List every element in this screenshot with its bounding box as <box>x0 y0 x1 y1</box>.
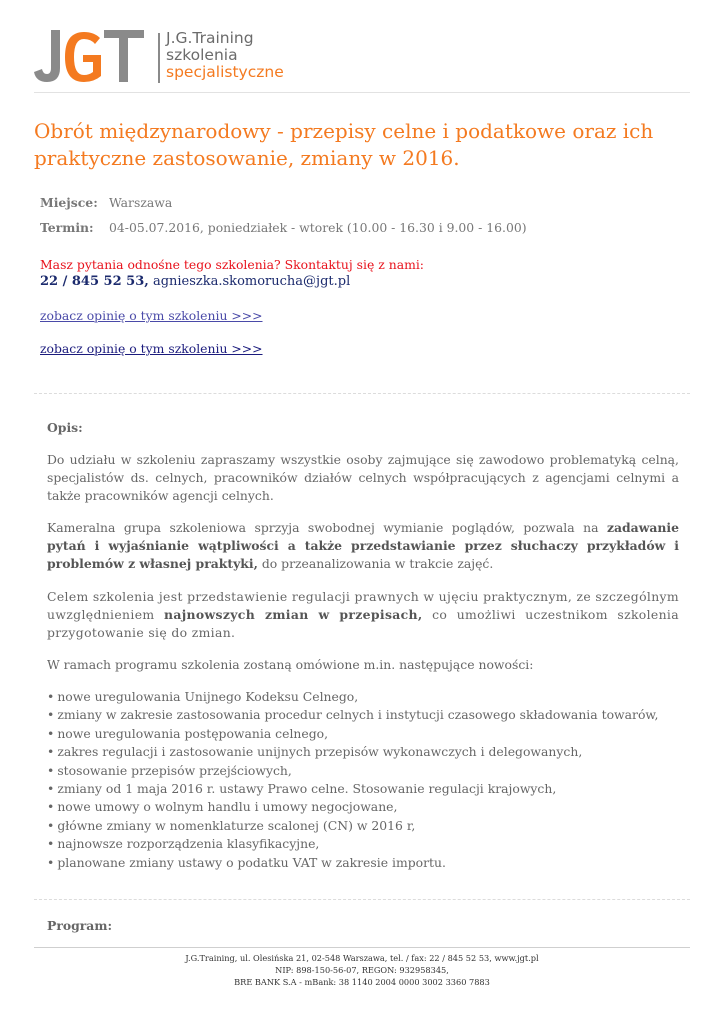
jgt-logo <box>34 28 144 84</box>
logo-letter-g <box>65 32 101 82</box>
training-title: Obrót międzynarodowy - przepisy celne i podatkowe oraz ich praktyczne zastosowanie, zmiany w 2016. <box>34 119 654 170</box>
list-item: • nowe uregulowania postępowania celnego, <box>47 725 687 743</box>
page-footer <box>34 952 690 988</box>
place-label: Miejsce: <box>40 195 98 210</box>
footer-registry: NIP: 898-150-56-07, REGON: 932958345, <box>275 965 449 975</box>
footer-divider <box>34 947 690 948</box>
contact-question: Masz pytania odnośne tego szkolenia? Skontaktuj się z nami: <box>40 257 424 272</box>
list-item: • główne zmiany w nomenklaturze scalonej (CN) w 2016 r, <box>47 817 687 835</box>
place-value: Warszawa <box>109 195 173 210</box>
footer-address: J.G.Training, ul. Olesińska 21, 02-548 Warszawa, tel. / fax: 22 / 845 52 53, www.jgt.pl <box>185 953 539 963</box>
contact-email[interactable]: agnieszka.skomorucha@jgt.pl <box>152 274 351 289</box>
p3-end: co umożliwi uczestnikom szkolenia przygotowanie się do zmian. <box>47 607 679 640</box>
description-paragraph-1: Do udziału w szkoleniu zapraszamy wszystkie osoby zajmujące się zawodowo problematyką celną, specjalistów ds. celnych, pracowników działów celnych współpracujących z agencjami celnymi a także pracowników agencji celnych. <box>47 452 679 503</box>
term-label: Termin: <box>40 220 94 235</box>
list-item: • planowane zmiany ustawy o podatku VAT w zakresie importu. <box>47 854 687 872</box>
description-paragraph-4: W ramach programu szkolenia zostaną omówione m.in. następujące nowości: <box>47 657 534 672</box>
list-item: • zakres regulacji i zastosowanie unijnych przepisów wykonawczych i delegowanych, <box>47 743 687 761</box>
section-divider-program <box>34 899 690 900</box>
opinion-link-2[interactable]: zobacz opinię o tym szkoleniu >>> <box>40 341 263 356</box>
p3-start: Celem szkolenia jest przedstawienie regulacji prawnych w ujęciu praktycznym, ze szczególnym uwzględnieniem <box>47 589 679 622</box>
p3-bold: najnowszych zmian w przepisach, <box>163 607 423 622</box>
p2-start: Kameralna grupa szkoleniowa sprzyja swobodnej wymianie poglądów, pozwala na <box>47 520 607 535</box>
p2-end: do przeanalizowania w trakcie zajęć. <box>257 556 494 571</box>
description-heading: Opis: <box>47 420 83 435</box>
meta-term <box>40 220 527 236</box>
section-divider-top <box>34 393 690 394</box>
list-item: • nowe uregulowania Unijnego Kodeksu Celnego, <box>47 688 687 706</box>
page-header <box>34 28 690 92</box>
header-divider <box>34 92 690 93</box>
logo-letter-j <box>34 30 60 82</box>
meta-place <box>40 195 172 211</box>
logo-letter-t <box>104 30 144 82</box>
list-item: • stosowanie przepisów przejściowych, <box>47 762 687 780</box>
list-item: • zmiany w zakresie zastosowania procedur celnych i instytucji czasowego składowania towarów, <box>47 706 687 724</box>
logo-line-szkolenia: szkolenia <box>166 46 238 64</box>
p2-bold: zadawanie pytań i wyjaśnianie wątpliwości a także przedstawianie przez słuchaczy przykładów i problemów z własnej praktyki, <box>47 520 679 571</box>
list-item: • najnowsze rozporządzenia klasyfikacyjne, <box>47 835 687 853</box>
description-paragraph-2 <box>47 519 679 573</box>
contact-line <box>40 274 350 289</box>
list-item: • nowe umowy o wolnym handlu i umowy negocjowane, <box>47 798 687 816</box>
contact-phone: 22 / 845 52 53, <box>40 274 149 289</box>
logo-divider <box>158 33 160 83</box>
term-value: 04-05.07.2016, poniedziałek - wtorek (10.00 - 16.30 i 9.00 - 16.00) <box>109 220 527 235</box>
description-paragraph-3 <box>47 588 679 642</box>
footer-bank: BRE BANK S.A - mBank: 38 1140 2004 0000 3002 3360 7883 <box>234 977 490 987</box>
program-heading: Program: <box>47 918 113 933</box>
logo-tagline <box>166 30 284 81</box>
opinion-link-1[interactable]: zobacz opinię o tym szkoleniu >>> <box>40 308 263 323</box>
news-list <box>47 688 687 872</box>
logo-line-company: J.G.Training <box>166 29 254 47</box>
list-item: • zmiany od 1 maja 2016 r. ustawy Prawo celne. Stosowanie regulacji krajowych, <box>47 780 687 798</box>
logo-line-specjalistyczne: specjalistyczne <box>166 63 284 81</box>
